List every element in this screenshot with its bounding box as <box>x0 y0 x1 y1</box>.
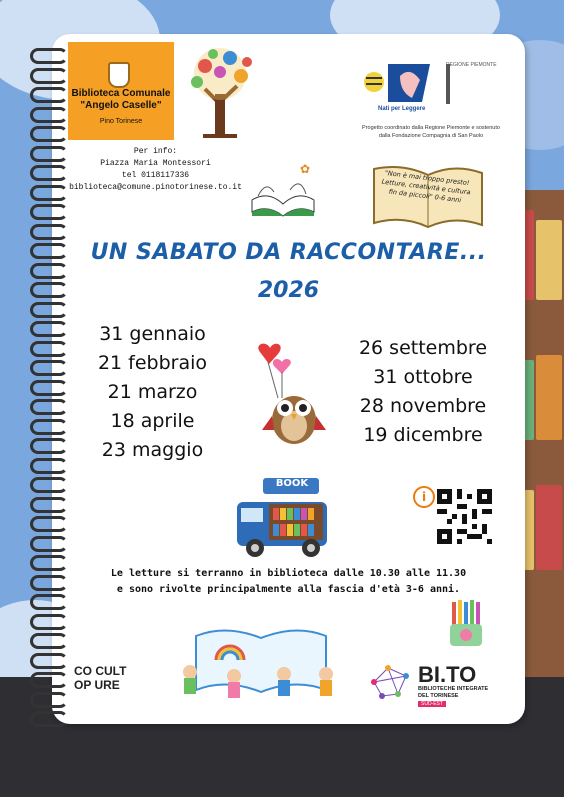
spiral-ring <box>30 614 68 630</box>
network-icon <box>368 662 414 702</box>
cocult-line1: CO CULT <box>74 664 127 678</box>
open-book-icon <box>248 170 318 220</box>
spiral-ring <box>30 87 68 103</box>
library-name: Biblioteca Comunale <box>71 88 171 99</box>
spiral-ring <box>30 672 68 688</box>
date-item: 21 marzo <box>107 381 198 403</box>
spiral-ring <box>30 321 68 337</box>
bito-logo: BI.TO <box>418 662 477 687</box>
date-item: 21 febbraio <box>97 352 208 374</box>
date-item: 31 ottobre <box>373 366 473 388</box>
spiral-ring <box>30 536 68 552</box>
regione-piemonte-logo: REGIONE PIEMONTE <box>446 62 497 68</box>
page-title: UN SABATO DA RACCONTARE... <box>90 240 487 265</box>
note-line: Le letture si terranno in biblioteca dalle 10.30 alle 11.30 <box>110 568 467 579</box>
spiral-ring <box>30 477 68 493</box>
spiral-ring <box>30 711 68 727</box>
shelf-book <box>536 485 562 570</box>
spiral-ring <box>30 419 68 435</box>
spiral-ring <box>30 458 68 474</box>
year: 2026 <box>257 278 320 303</box>
spiral-ring <box>30 185 68 201</box>
spiral-ring <box>30 302 68 318</box>
pencils-icon <box>444 600 488 648</box>
spiral-ring <box>30 68 68 84</box>
address: Piazza Maria Montessori <box>100 159 211 168</box>
date-item: 31 gennaio <box>99 323 206 345</box>
date-item: 26 settembre <box>358 337 488 359</box>
spiral-ring <box>30 204 68 220</box>
spiral-ring <box>30 107 68 123</box>
spiral-ring <box>30 438 68 454</box>
spiral-ring <box>30 399 68 415</box>
bito-sub-line: BIBLIOTECHE INTEGRATE <box>418 686 489 692</box>
spiral-ring <box>30 146 68 162</box>
owl-icon <box>238 338 328 448</box>
spiral-ring <box>30 633 68 649</box>
info-label: Per info: <box>133 147 178 156</box>
cocult-line2: OP URE <box>74 678 120 692</box>
library-town: Pino Torinese <box>99 118 143 125</box>
spiral-ring <box>30 126 68 142</box>
note-line: e sono rivolte principalmente alla fascia d'età 3-6 anni. <box>116 584 461 595</box>
dates-spring <box>90 320 215 465</box>
event-notes <box>52 566 525 598</box>
shelf-book <box>536 355 562 440</box>
butterfly-icon: ✿ <box>300 162 311 176</box>
town-crest-icon <box>108 62 130 88</box>
cocult-coopure-logo <box>74 664 136 694</box>
quote-text: "Non è mai troppo presto! Letture, creatività e cultura fin da piccoli" 0-6 anni <box>381 168 471 205</box>
phone: tel 0118117336 <box>121 171 190 180</box>
tree-icon <box>175 44 265 140</box>
partner-description: Progetto coordinato dalla Regione Piemonte e sostenuto dalla Fondazione Compagnia di San Paolo <box>362 125 500 139</box>
spiral-ring <box>30 360 68 376</box>
van-sign: BOOK <box>275 478 309 489</box>
info-icon: i <box>413 486 435 508</box>
dates-autumn <box>348 334 498 450</box>
spiral-ring <box>30 165 68 181</box>
shelf-book <box>536 220 562 300</box>
email: biblioteca@comune.pinotorinese.to.it <box>69 183 242 192</box>
kids-book-icon <box>176 616 346 704</box>
date-item: 23 maggio <box>101 439 204 461</box>
contact-info <box>68 146 243 194</box>
spiral-ring <box>30 224 68 240</box>
date-item: 18 aprile <box>110 410 195 432</box>
spiral-ring <box>30 380 68 396</box>
spiral-ring <box>30 341 68 357</box>
qr-code[interactable] <box>437 489 492 544</box>
bito-tag: SUD-EST <box>418 701 446 707</box>
bito-subtitle <box>418 686 488 700</box>
library-name-2: "Angelo Caselle" <box>80 100 162 111</box>
spiral-ring <box>30 48 68 64</box>
spiral-ring <box>30 497 68 513</box>
date-item: 28 novembre <box>359 395 487 417</box>
bito-sub-line: DEL TORINESE <box>418 693 459 699</box>
spiral-ring <box>30 516 68 532</box>
date-item: 19 dicembre <box>363 424 483 446</box>
spiral-ring <box>30 653 68 669</box>
nati-per-leggere-label: Nati per Leggere <box>378 106 426 112</box>
spiral-ring <box>30 692 68 708</box>
